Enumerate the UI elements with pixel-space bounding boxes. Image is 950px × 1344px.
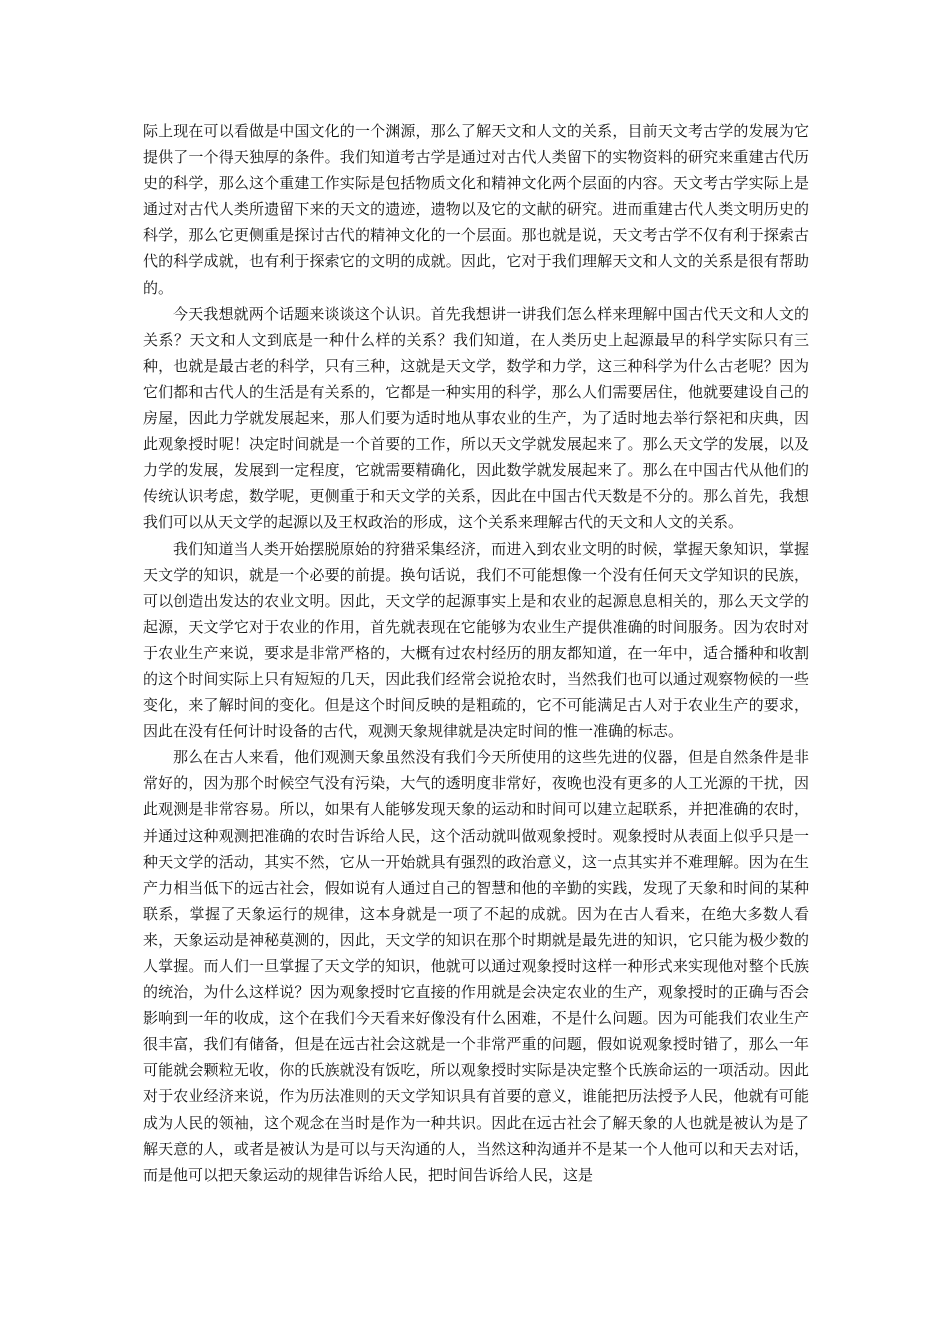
- paragraph-2: 今天我想就两个话题来谈谈这个认识。首先我想讲一讲我们怎么样来理解中国古代天文和人文的关系？天文和人文到底是一种什么样的关系？我们知道，在人类历史上起源最早的科学实际只有三种，也就是最古老的科学，只有三种，这就是天文学，数学和力学，这三种科学为什么古老呢？因为它们都和古代人的生活是有关系的，它都是一种实用的科学，那么人们需要居住，他就要建设自己的房屋，因此力学就发展起来，那人们要为适时地从事农业的生产，为了适时地去举行祭祀和庆典，因此观象授时呢！决定时间就是一个首要的工作，所以天文学就发展起来了。那么天文学的发展，以及力学的发展，发展到一定程度，它就需要精确化，因此数学就发展起来了。那么在中国古代从他们的传统认识考虑，数学呢，更侧重于和天文学的关系，因此在中国古代天数是不分的。那么首先，我想我们可以从天文学的起源以及王权政治的形成，这个关系来理解古代的天文和人文的关系。: [143, 304, 809, 532]
- paragraph-3: 我们知道当人类开始摆脱原始的狩猎采集经济，而进入到农业文明的时候，掌握天象知识，掌握天文学的知识，就是一个必要的前提。换句话说，我们不可能想像一个没有任何天文学知识的民族，可以创造出发达的农业文明。因此，天文学的起源事实上是和农业的起源息息相关的，那么天文学的起源，天文学它对于农业的作用，首先就表现在它能够为农业生产提供准确的时间服务。因为农时对于农业生产来说，要求是非常严格的，大概有过农村经历的朋友都知道，在一年中，适合播种和收割的这个时间实际上只有短短的几天，因此我们经常会说抢农时，当然我们也可以通过观察物候的一些变化，来了解时间的变化。但是这个时间反映的是粗疏的，它不可能满足古人对于农业生产的要求，因此在没有任何计时设备的古代，观测天象规律就是决定时间的惟一准确的标志。: [143, 539, 809, 741]
- paragraph-4: 那么在古人来看，他们观测天象虽然没有我们今天所使用的这些先进的仪器，但是自然条件是非常好的，因为那个时候空气没有污染，大气的透明度非常好，夜晚也没有更多的人工光源的干扰，因此观测是非常容易。所以，如果有人能够发现天象的运动和时间可以建立起联系，并把准确的农时，并通过这种观测把准确的农时告诉给人民，这个活动就叫做观象授时。观象授时从表面上似乎只是一种天文学的活动，其实不然，它从一开始就具有强烈的政治意义，这一点其实并不难理解。因为在生产力相当低下的远古社会，假如说有人通过自己的智慧和他的辛勤的实践，发现了天象和时间的某种联系，掌握了天象运行的规律，这本身就是一项了不起的成就。因为在古人看来，在绝大多数人看来，天象运动是神秘莫测的，因此，天文学的知识在那个时期就是最先进的知识，它只能为极少数的人掌握。而人们一旦掌握了天文学的知识，他就可以通过观象授时这样一种形式来实现他对整个氏族的统治，为什么这样说？因为观象授时它直接的作用就是会决定农业的生产，观象授时的正确与否会影响到一年的收成，这个在我们今天看来好像没有什么困难，不是什么问题。因为可能我们农业生产很丰富，我们有储备，但是在远古社会这就是一个非常严重的问题，假如说观象授时错了，那么一年可能就会颗粒无收，你的氏族就没有饭吃，所以观象授时实际是决定整个氏族命运的一项活动。因此对于农业经济来说，作为历法准则的天文学知识具有首要的意义，谁能把历法授予人民，他就有可能成为人民的领袖，这个观念在当时是作为一种共识。因此在远古社会了解天象的人也就是被认为是了解天意的人，或者是被认为是可以与天沟通的人，当然这种沟通并不是某一个人他可以和天去对话，而是他可以把天象运动的规律告诉给人民，把时间告诉给人民，这是: [143, 748, 809, 1184]
- paragraph-1: 际上现在可以看做是中国文化的一个渊源，那么了解天文和人文的关系，目前天文考古学的发展为它提供了一个得天独厚的条件。我们知道考古学是通过对古代人类留下的实物资料的研究来重建古代历史的科学，那么这个重建工作实际是包括物质文化和精神文化两个层面的内容。天文考古学实际上是通过对古代人类所遗留下来的天文的遗迹，遗物以及它的文献的研究。进而重建古代人类文明历史的科学，那么它更侧重是探讨古代的精神文化的一个层面。那也就是说，天文考古学不仅有利于探索古代的科学成就，也有利于探索它的文明的成就。因此，它对于我们理解天文和人文的关系是很有帮助的。: [143, 122, 809, 297]
- document-body: [143, 118, 809, 1188]
